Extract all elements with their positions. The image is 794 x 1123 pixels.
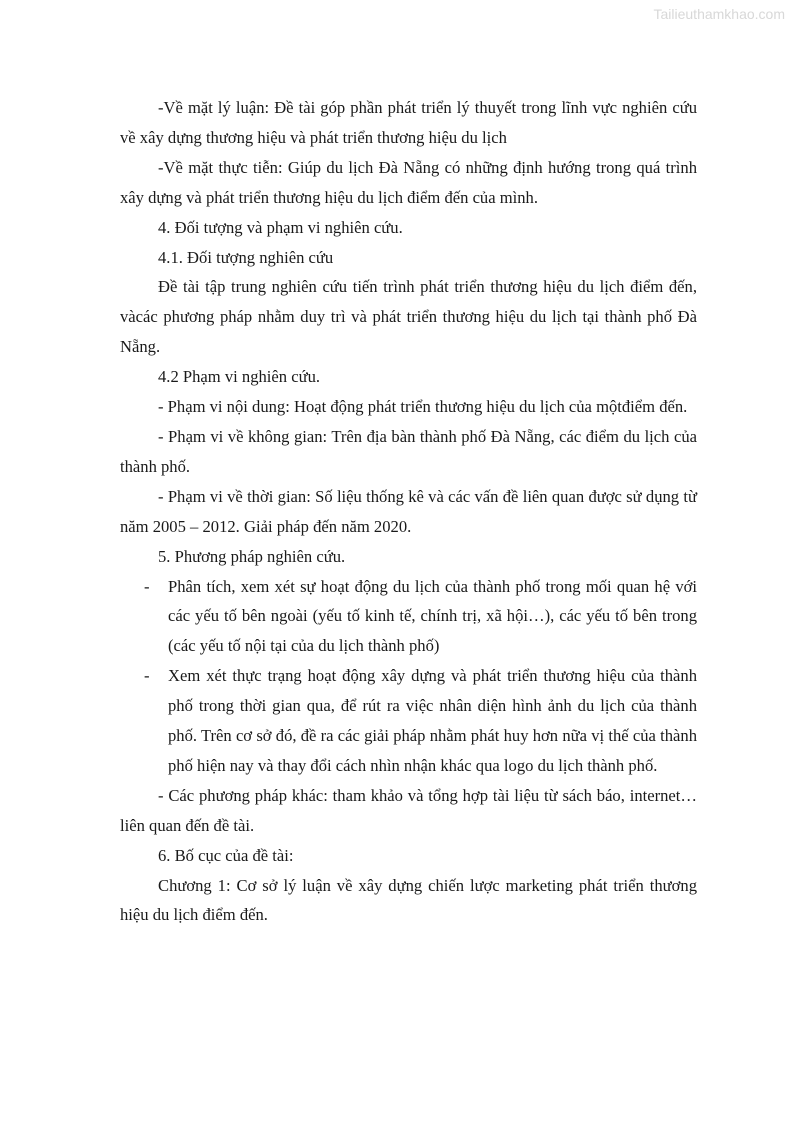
list-item-text: Phân tích, xem xét sự hoạt động du lịch của thành phố trong mối quan hệ với các yếu tố bên ngoài (yếu tố kinh tế, chính trị, xã hội…), các yếu tố bên trong (các yếu tố nội tại của du lịch thành phố) xyxy=(168,576,697,656)
paragraph-scope-time: - Phạm vi về thời gian: Số liệu thống kê và các vấn đề liên quan được sử dụng từ năm 2005 – 2012. Giải pháp đến năm 2020. xyxy=(120,486,697,536)
bullet-dash: - xyxy=(144,666,150,686)
heading-section-4: 4. Đối tượng và phạm vi nghiên cứu. xyxy=(158,217,403,237)
paragraph-other-methods: - Các phương pháp khác: tham khảo và tổng hợp tài liệu từ sách báo, internet…liên quan đến đề tài. xyxy=(120,785,697,835)
paragraph-scope-content: - Phạm vi nội dung: Hoạt động phát triển thương hiệu du lịch của mộtđiểm đến. xyxy=(158,397,688,417)
list-item xyxy=(120,572,697,662)
list-item-text: Xem xét thực trạng hoạt động xây dựng và phát triển thương hiệu của thành phố trong thời gian qua, để rút ra việc nhân diện hình ảnh du lịch của thành phố. Trên cơ sở đó, đề ra các giải pháp nhằm phát huy hơn nữa vị thế của thành phố hiện nay và thay đổi cách nhìn nhận khác qua logo du lịch thành phố. xyxy=(168,666,697,775)
watermark-text: Tailieuthamkhao.com xyxy=(653,6,785,22)
paragraph-scope-space: - Phạm vi về không gian: Trên địa bàn thành phố Đà Nẵng, các điểm du lịch của thành phố. xyxy=(120,426,697,476)
paragraph-chapter-1: Chương 1: Cơ sở lý luận về xây dựng chiến lược marketing phát triển thương hiệu du lịch điểm đến. xyxy=(120,875,697,925)
paragraph-research-object: Đề tài tập trung nghiên cứu tiến trình phát triển thương hiệu du lịch điểm đến, vàcác phương pháp nhằm duy trì và phát triển thương hiệu du lịch tại thành phố Đà Nẵng. xyxy=(120,277,697,357)
heading-section-5: 5. Phương pháp nghiên cứu. xyxy=(158,546,346,566)
heading-section-6: 6. Bố cục của đề tài: xyxy=(158,845,294,865)
heading-section-4-2: 4.2 Phạm vi nghiên cứu. xyxy=(158,367,321,387)
bullet-dash: - xyxy=(144,576,150,596)
list-item xyxy=(120,661,697,781)
paragraph-practical-significance: -Về mặt thực tiễn: Giúp du lịch Đà Nẵng có những định hướng trong quá trình xây dựng và phát triển thương hiệu du lịch điểm đến của mình. xyxy=(120,157,697,207)
paragraph-theoretical-significance: -Về mặt lý luận: Đề tài góp phần phát triển lý thuyết trong lĩnh vực nghiên cứu về xây dựng thương hiệu và phát triển thương hiệu du lịch xyxy=(120,98,697,147)
heading-section-4-1: 4.1. Đối tượng nghiên cứu xyxy=(158,247,334,267)
document-body xyxy=(120,93,697,930)
